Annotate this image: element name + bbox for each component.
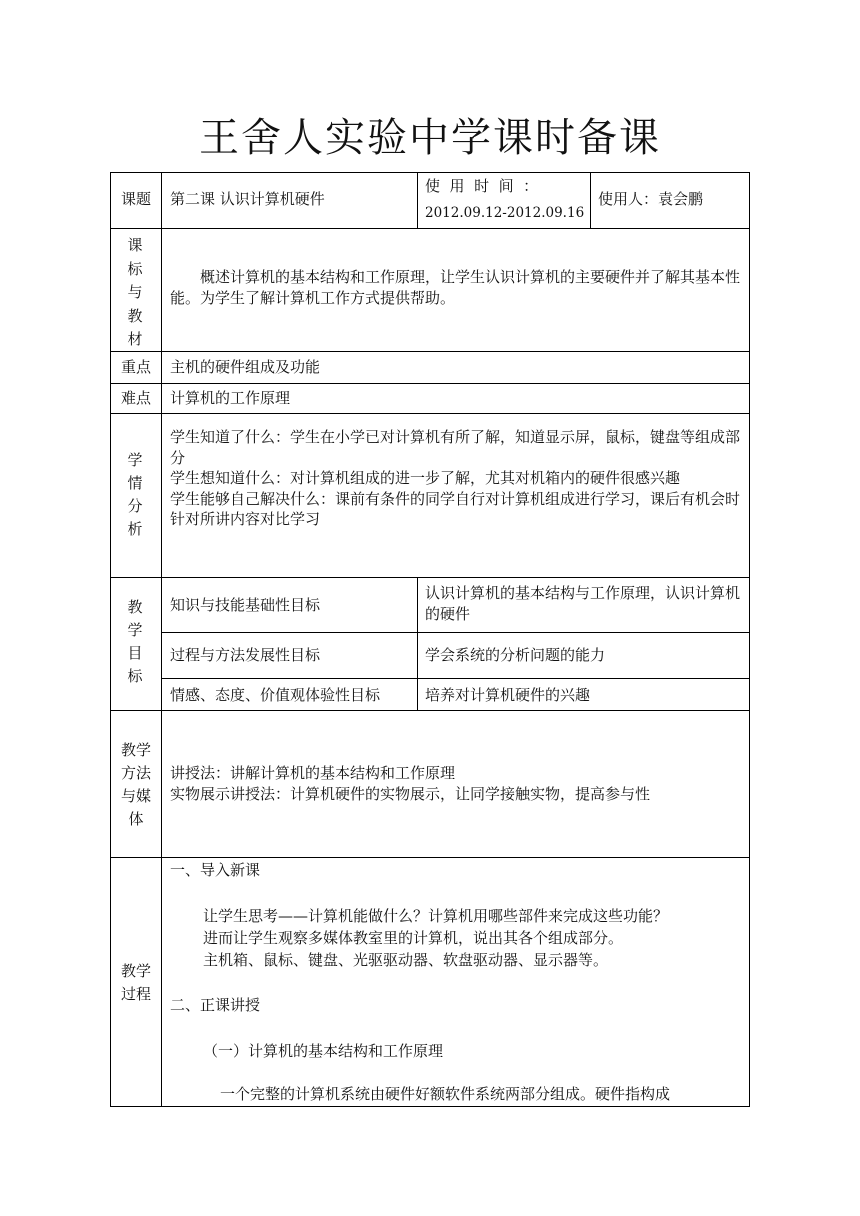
methods-text	[170, 763, 745, 805]
page-title: 王舍人实验中学课时备课	[199, 115, 661, 161]
process-label: 教学 过程	[120, 962, 151, 1003]
curriculum-label: 课 标 与 教 材	[127, 236, 143, 348]
analysis-line-known: 学生知道了什么：学生在小学已对计算机有所了解，知道显示屏，鼠标，键盘等组成部分	[170, 428, 741, 467]
curriculum-text: 概述计算机的基本结构和工作原理，让学生认识计算机的主要硬件并了解其基本性能。为学生了解计算机工作方式提供帮助。	[170, 268, 741, 307]
goal-content-1: 认识计算机的基本结构与工作原理，认识计算机的硬件	[425, 584, 741, 623]
process-intro	[203, 905, 748, 971]
process-body: 一个完整的计算机系统由硬件好额软件系统两部分组成。硬件指构成	[220, 1085, 671, 1103]
goals-label: 教 学 目 标	[127, 598, 143, 685]
process-intro-line-1: 让学生思考——计算机能做什么？计算机用哪些部件来完成这些功能？	[203, 907, 669, 925]
difficulty-label: 难点	[120, 389, 151, 407]
process-section-2: 二、正课讲授	[170, 996, 261, 1014]
methods-label: 教学 方法 与媒 体	[120, 741, 151, 828]
analysis-line-solve: 学生能够自己解决什么：课前有条件的同学自行对计算机组成进行学习，课后有机会时针对所讲内容对比学习	[170, 489, 741, 528]
process-section-1: 一、导入新课	[170, 861, 261, 879]
analysis-text	[170, 427, 745, 530]
key-point-label: 重点	[120, 358, 151, 376]
goal-content-3: 培养对计算机硬件的兴趣	[425, 686, 591, 704]
process-subsection: （一）计算机的基本结构和工作原理	[203, 1042, 444, 1060]
analysis-label: 学 情 分 析	[127, 451, 143, 538]
goal-content-2: 学会系统的分析问题的能力	[425, 646, 606, 664]
method-line-2: 实物展示讲授法：计算机硬件的实物展示，让同学接触实物，提高参与性	[170, 785, 651, 803]
topic-label: 课题	[120, 190, 151, 208]
goal-type-2: 过程与方法发展性目标	[170, 646, 321, 664]
method-line-1: 讲授法：讲解计算机的基本结构和工作原理	[170, 764, 456, 782]
user-name: 使用人：袁会鹏	[598, 190, 704, 208]
goal-type-3: 情感、态度、价值观体验性目标	[170, 686, 381, 704]
difficulty-text: 计算机的工作原理	[170, 389, 291, 407]
analysis-line-want: 学生想知道什么：对计算机组成的进一步了解，尤其对机箱内的硬件很感兴趣	[170, 469, 681, 487]
time-label: 使 用 时 间 ：	[425, 177, 539, 195]
topic-value: 第二课 认识计算机硬件	[170, 190, 325, 208]
process-intro-line-3: 主机箱、鼠标、键盘、光驱驱动器、软盘驱动器、显示器等。	[203, 951, 609, 969]
process-intro-line-2: 进而让学生观察多媒体教室里的计算机，说出其各个组成部分。	[203, 929, 624, 947]
time-value: 2012.09.12-2012.09.16	[425, 205, 585, 221]
key-point-text: 主机的硬件组成及功能	[170, 358, 321, 376]
goal-type-1: 知识与技能基础性目标	[170, 596, 321, 614]
